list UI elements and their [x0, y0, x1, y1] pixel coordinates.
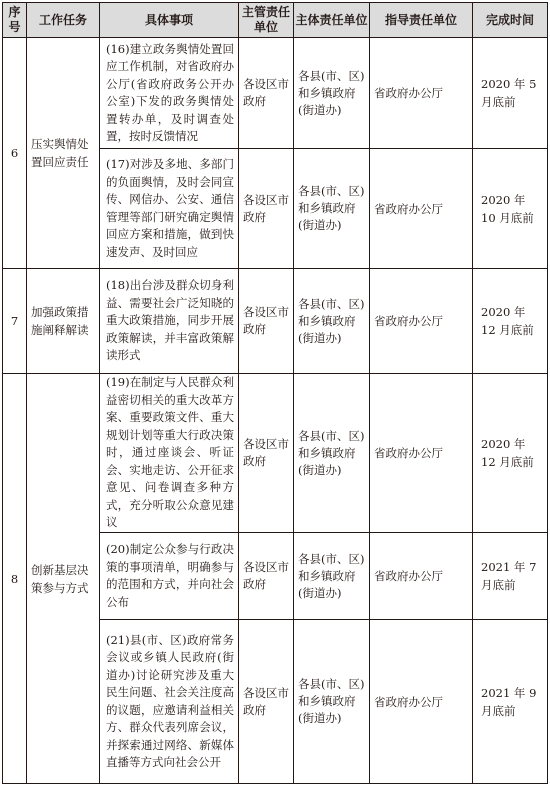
guide-cell: 省政府办公厅	[370, 149, 473, 269]
item-text: (19)在制定与人民群众利益密切相关的重大改革方案、重要政策文件、重大规划计划等重大行政决策时，通过座谈会、听证会、实地走访、公开征求意见、问卷调查多种方式，充分听取公众意见建议	[100, 374, 239, 533]
resp-cell: 各县(市、区)和乡镇政府(街道办)	[294, 620, 370, 784]
time-cell: 2021 年 9 月底前	[473, 620, 548, 784]
time-cell: 2020 年 12 月底前	[473, 269, 548, 374]
item-text: (21)县(市、区)政府常务会议或乡镇人民政府(街道办)讨论研究涉及重大民生问题、社会关注度高的议题，应邀请利益相关方、群众代表列席会议，并探索通过网络、新媒体直播等方式向社会公开	[100, 620, 239, 784]
group-number: 8	[3, 374, 27, 784]
guide-cell: 省政府办公厅	[370, 620, 473, 784]
time-cell: 2020 年 5 月底前	[473, 38, 548, 149]
dept-cell: 各设区市政府	[239, 269, 294, 374]
item-text: (20)制定公众参与行政决策的事项清单，明确参与的范围和方式，并向社会公布	[100, 533, 239, 620]
guide-cell: 省政府办公厅	[370, 269, 473, 374]
header-time: 完成时间	[473, 3, 548, 38]
group-number: 7	[3, 269, 27, 374]
header-item: 具体事项	[100, 3, 239, 38]
header-task: 工作任务	[27, 3, 100, 38]
time-cell: 2021 年 7 月底前	[473, 533, 548, 620]
dept-cell: 各设区市政府	[239, 620, 294, 784]
guide-cell: 省政府办公厅	[370, 533, 473, 620]
group-task: 加强政策措施阐释解读	[27, 269, 100, 374]
header-num: 序号	[3, 3, 27, 38]
item-text: (17)对涉及多地、多部门的负面舆情，及时会同宣传、网信办、公安、通信管理等部门研究确定舆情回应方案和措施，做到快速发声、及时回应	[100, 149, 239, 269]
table-row	[3, 269, 548, 374]
header-dept: 主管责任单位	[239, 3, 294, 38]
header-guide: 指导责任单位	[370, 3, 473, 38]
table-row	[3, 374, 548, 533]
group-number: 6	[3, 38, 27, 269]
resp-cell: 各县(市、区)和乡镇政府(街道办)	[294, 38, 370, 149]
item-text: (18)出台涉及群众切身利益、需要社会广泛知晓的重大政策措施，同步开展政策解读，并丰富政策解读形式	[100, 269, 239, 374]
guide-cell: 省政府办公厅	[370, 38, 473, 149]
resp-cell: 各县(市、区)和乡镇政府(街道办)	[294, 149, 370, 269]
dept-cell: 各设区市政府	[239, 149, 294, 269]
dept-cell: 各设区市政府	[239, 533, 294, 620]
header-resp: 主体责任单位	[294, 3, 370, 38]
resp-cell: 各县(市、区)和乡镇政府(街道办)	[294, 269, 370, 374]
resp-cell: 各县(市、区)和乡镇政府(街道办)	[294, 533, 370, 620]
guide-cell: 省政府办公厅	[370, 374, 473, 533]
group-task: 创新基层决策参与方式	[27, 374, 100, 784]
time-cell: 2020 年 12 月底前	[473, 374, 548, 533]
group-task: 压实舆情处置回应责任	[27, 38, 100, 269]
table-row	[3, 38, 548, 149]
item-text: (16)建立政务舆情处置回应工作机制，对省政府办公厅(省政府政务公开办公室)下发的政务舆情处置转办单，及时调查处置，按时反馈情况	[100, 38, 239, 149]
time-cell: 2020 年 10 月底前	[473, 149, 548, 269]
task-table	[2, 2, 548, 784]
dept-cell: 各设区市政府	[239, 374, 294, 533]
dept-cell: 各设区市政府	[239, 38, 294, 149]
header-row	[3, 3, 548, 38]
resp-cell: 各县(市、区)和乡镇政府(街道办)	[294, 374, 370, 533]
